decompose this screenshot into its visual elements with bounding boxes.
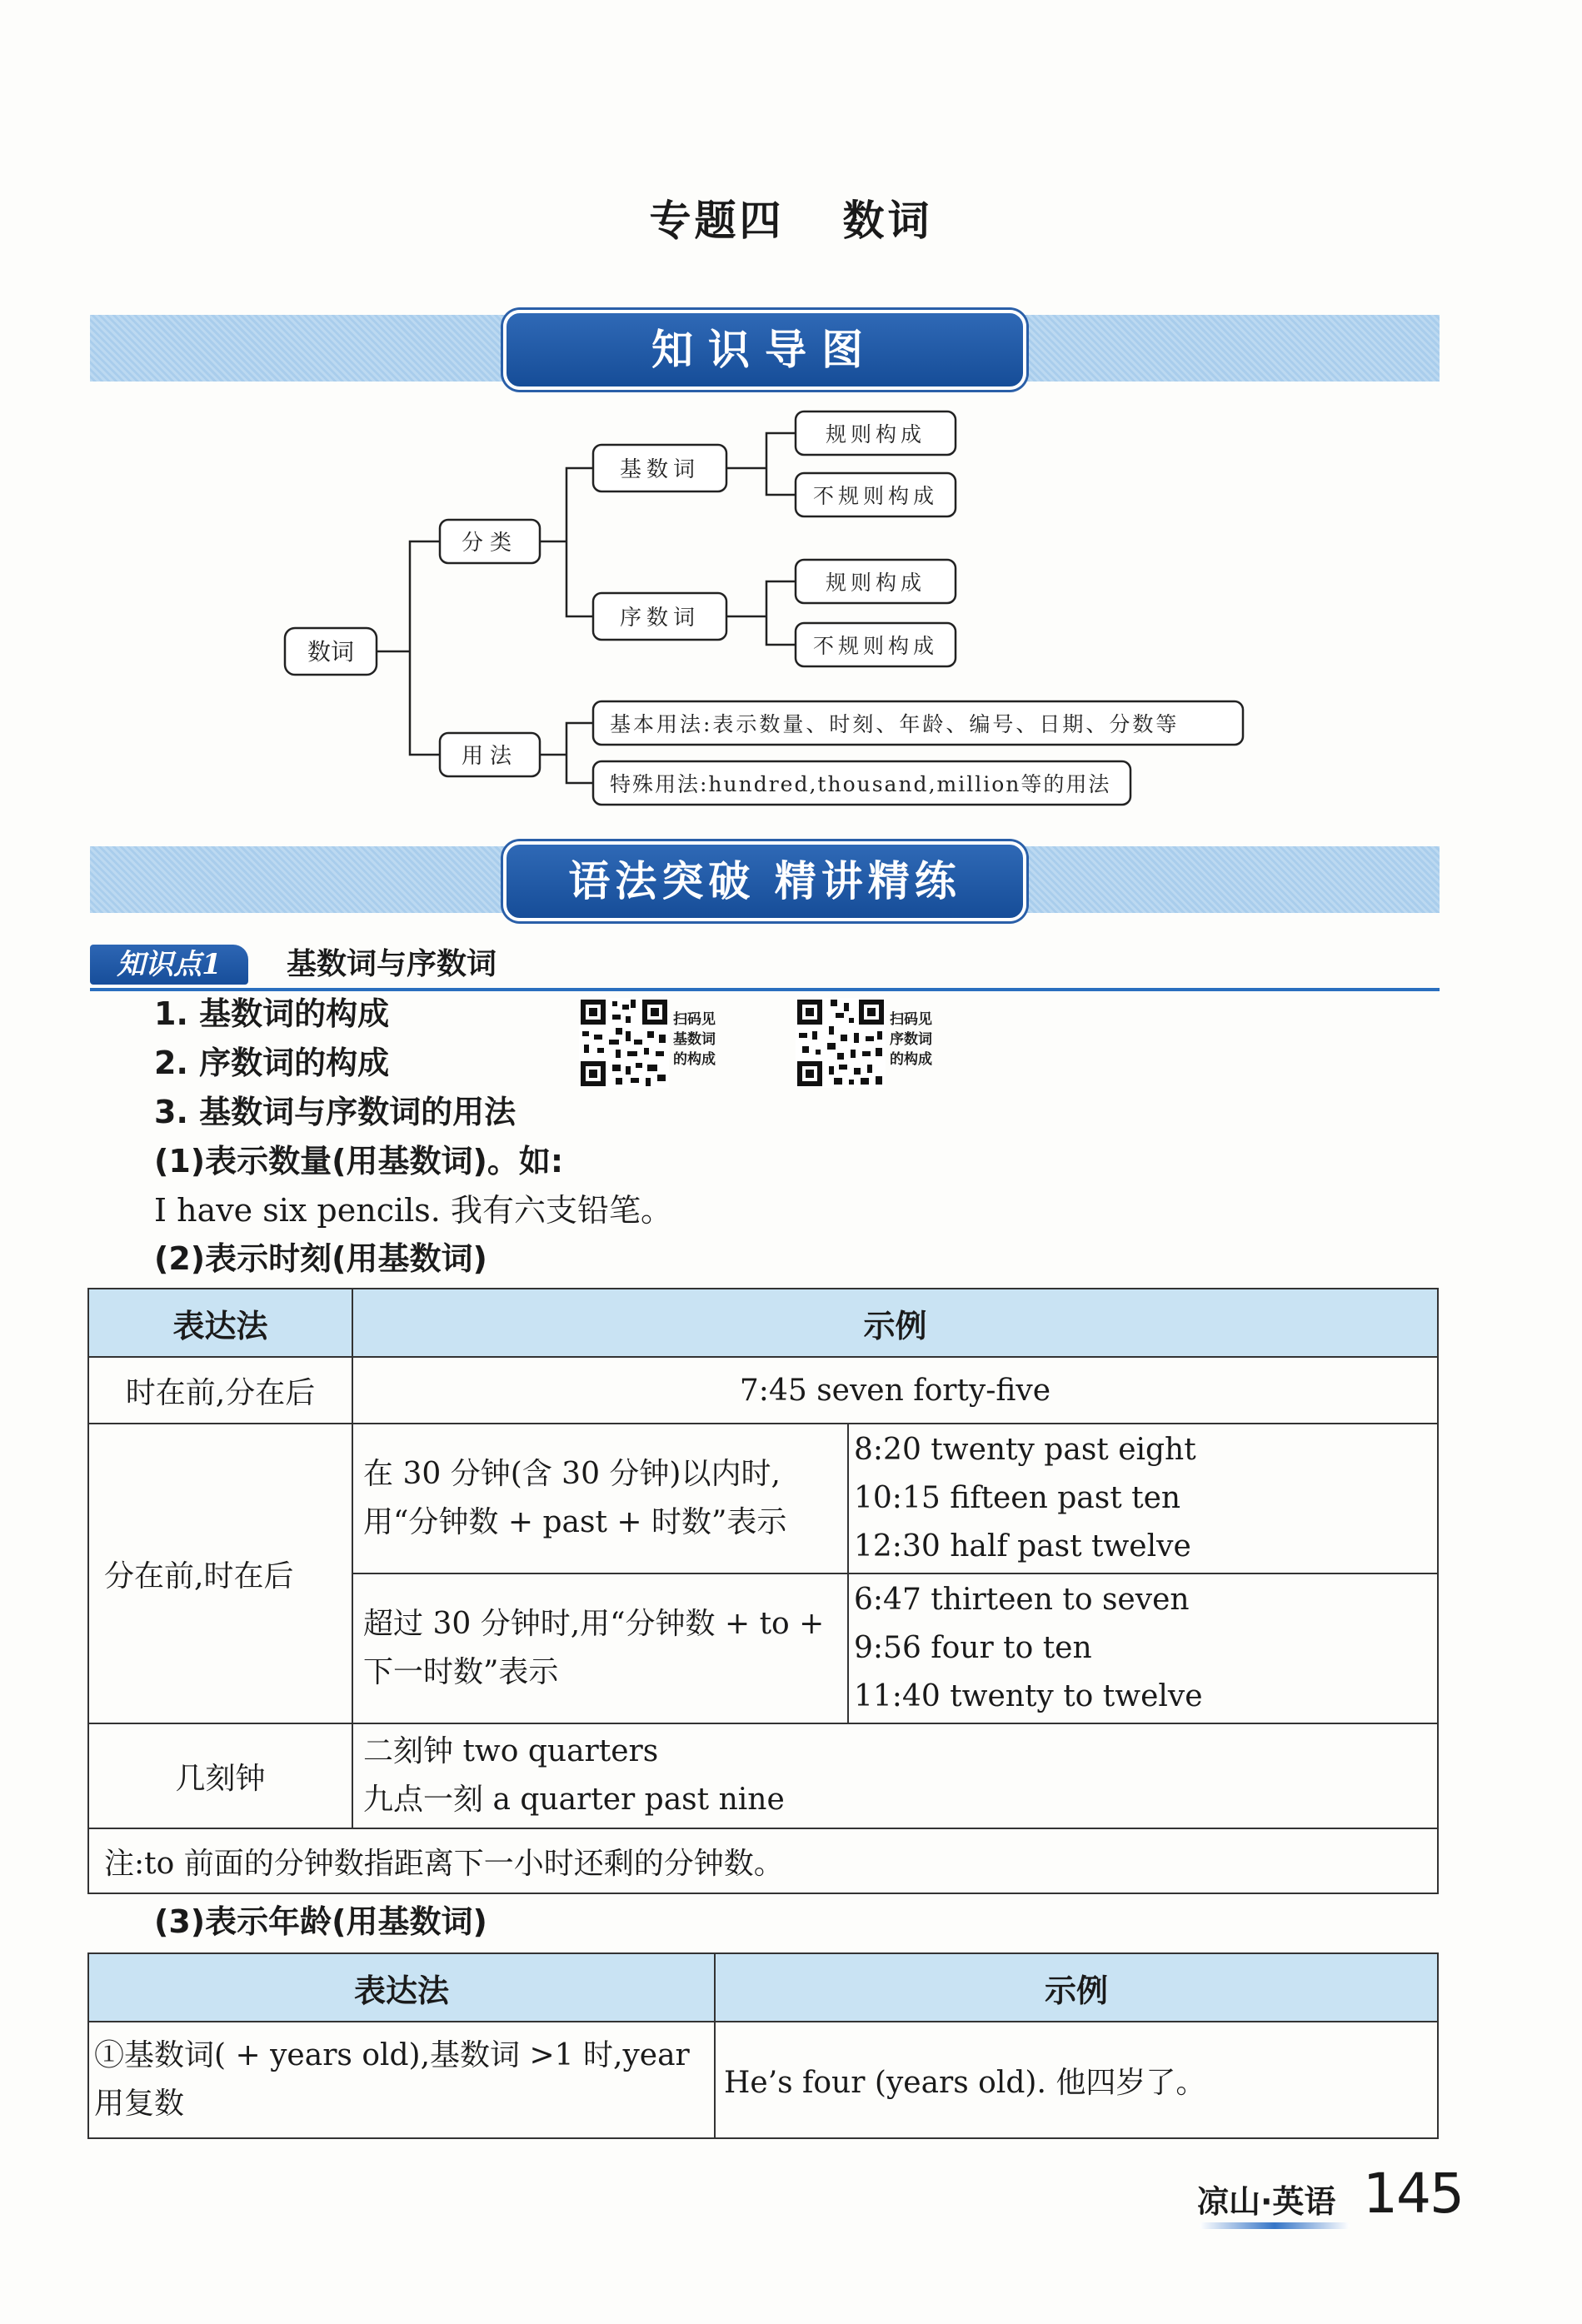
time-table-note-row [88, 1828, 1438, 1893]
node-usage: 用法 [461, 744, 519, 769]
time-table-row-hour-first [88, 1357, 1438, 1424]
qr-code-icon [579, 998, 669, 1088]
time-table-method-minute-first: 分在前,时在后 [88, 1424, 352, 1723]
time-table-row-quarters [88, 1723, 1438, 1828]
item-ordinal-formation: 2. 序数词的构成 [154, 1045, 390, 1081]
age-table-method [88, 2022, 715, 2138]
banner-knowledge-map-label: 知识导图 [503, 310, 1026, 390]
time-table-note: 注:to 前面的分钟数指距离下一小时还剩的分钟数。 [88, 1828, 1438, 1893]
qr-caption-ordinal [890, 1010, 932, 1070]
age-method-line1: ①基数词( + years old),基数词 >1 时,year [94, 2038, 690, 2072]
example-to-1: 6:47 thirteen to seven [854, 1583, 1190, 1617]
age-table-header-method: 表达法 [88, 1953, 715, 2022]
age-expression-table [87, 1952, 1439, 2139]
time-table-header-example: 示例 [352, 1289, 1438, 1357]
age-table-row1 [88, 2022, 1438, 2138]
time-table-header-method: 表达法 [88, 1289, 352, 1357]
time-table-examples-quarters [352, 1723, 1438, 1828]
subitem-quantity-text: (1)表示数量(用基数词)。如: [154, 1143, 564, 1179]
footer-label: 凉山·英语 [1197, 2183, 1336, 2220]
time-table-rule-within-30 [352, 1424, 848, 1573]
mind-map-svg [0, 391, 1582, 825]
banner-grammar [90, 846, 1440, 913]
rule-within-30-line2: 用“分钟数 + past + 时数”表示 [363, 1505, 787, 1539]
example-quarter-1: 二刻钟 two quarters [363, 1734, 659, 1768]
node-special-usage: 特殊用法:hundred,thousand,million等的用法 [610, 772, 1111, 796]
rule-over-30-line1: 超过 30 分钟时,用“分钟数 + to + [363, 1607, 825, 1641]
qr-code-cardinal[interactable] [579, 998, 669, 1088]
example-to-2: 9:56 four to ten [854, 1631, 1092, 1665]
time-table-method-hour-first: 时在前,分在后 [88, 1357, 352, 1424]
qr-caption-cardinal-line1: 扫码见 [673, 1011, 716, 1028]
time-table-examples-past [848, 1424, 1438, 1573]
example-to-3: 11:40 twenty to twelve [854, 1679, 1203, 1713]
node-basic-usage: 基本用法:表示数量、时刻、年龄、编号、日期、分数等 [610, 712, 1180, 736]
example-past-3: 12:30 half past twelve [854, 1529, 1191, 1563]
node-cardinal-regular: 规则构成 [825, 422, 926, 446]
banner-knowledge-map [90, 315, 1440, 382]
example-quarter-2: 九点一刻 a quarter past nine [363, 1783, 785, 1817]
footer-decoration [1200, 2222, 1350, 2229]
knowledge-point-title: 基数词与序数词 [287, 947, 497, 981]
example-past-2: 10:15 fifteen past ten [854, 1481, 1181, 1515]
node-ordinal-regular: 规则构成 [825, 571, 926, 595]
subitem-quantity [154, 1140, 563, 1182]
qr-caption-cardinal-line2: 基数词 [673, 1031, 716, 1048]
qr-code-ordinal[interactable] [796, 998, 886, 1088]
qr-caption-ordinal-line2: 序数词 [890, 1031, 932, 1048]
mind-map [0, 391, 1582, 825]
time-table-row-minute-first-a [88, 1424, 1438, 1573]
page-title [0, 187, 1582, 247]
age-table-header-example: 示例 [715, 1953, 1438, 2022]
subitem-age: (3)表示年龄(用基数词) [154, 1903, 487, 1940]
time-table-header-row [88, 1289, 1438, 1357]
qr-caption-ordinal-line1: 扫码见 [890, 1011, 932, 1028]
subitem-time: (2)表示时刻(用基数词) [154, 1240, 487, 1277]
page-number: 145 [1363, 2162, 1463, 2226]
knowledge-point-header [90, 941, 1440, 991]
age-table-header-row [88, 1953, 1438, 2022]
node-ordinal: 序数词 [619, 606, 701, 631]
item-cardinal-formation: 1. 基数词的构成 [154, 995, 390, 1032]
node-cardinal-irregular: 不规则构成 [812, 484, 939, 508]
title-part2: 数词 [842, 197, 933, 245]
node-root: 数词 [307, 638, 355, 666]
node-ordinal-irregular: 不规则构成 [812, 634, 939, 658]
title-part1: 专题四 [649, 197, 785, 245]
rule-within-30-line1: 在 30 分钟(含 30 分钟)以内时, [363, 1457, 781, 1491]
knowledge-point-badge: 知识点1 [90, 945, 248, 985]
time-expression-table [87, 1288, 1439, 1894]
time-table-examples-to [848, 1573, 1438, 1723]
qr-caption-cardinal [673, 1010, 716, 1070]
time-table-example-hour-first: 7:45 seven forty-five [352, 1357, 1438, 1424]
qr-code-icon [796, 998, 886, 1088]
qr-caption-cardinal-line3: 的构成 [673, 1051, 716, 1068]
qr-caption-ordinal-line3: 的构成 [890, 1051, 932, 1068]
node-cardinal: 基数词 [619, 457, 701, 482]
time-table-rule-over-30 [352, 1573, 848, 1723]
example-past-1: 8:20 twenty past eight [854, 1433, 1196, 1467]
rule-over-30-line2: 下一时数”表示 [363, 1655, 559, 1689]
banner-grammar-label: 语法突破 精讲精练 [503, 841, 1026, 921]
subitem-quantity-example: I have six pencils. 我有六支铅笔。 [154, 1192, 672, 1229]
node-classify: 分类 [461, 531, 519, 556]
time-table-method-quarters: 几刻钟 [88, 1723, 352, 1828]
age-method-line2: 用复数 [94, 2087, 185, 2121]
item-usage: 3. 基数词与序数词的用法 [154, 1094, 517, 1130]
age-table-example: He’s four (years old). 他四岁了。 [715, 2022, 1438, 2138]
